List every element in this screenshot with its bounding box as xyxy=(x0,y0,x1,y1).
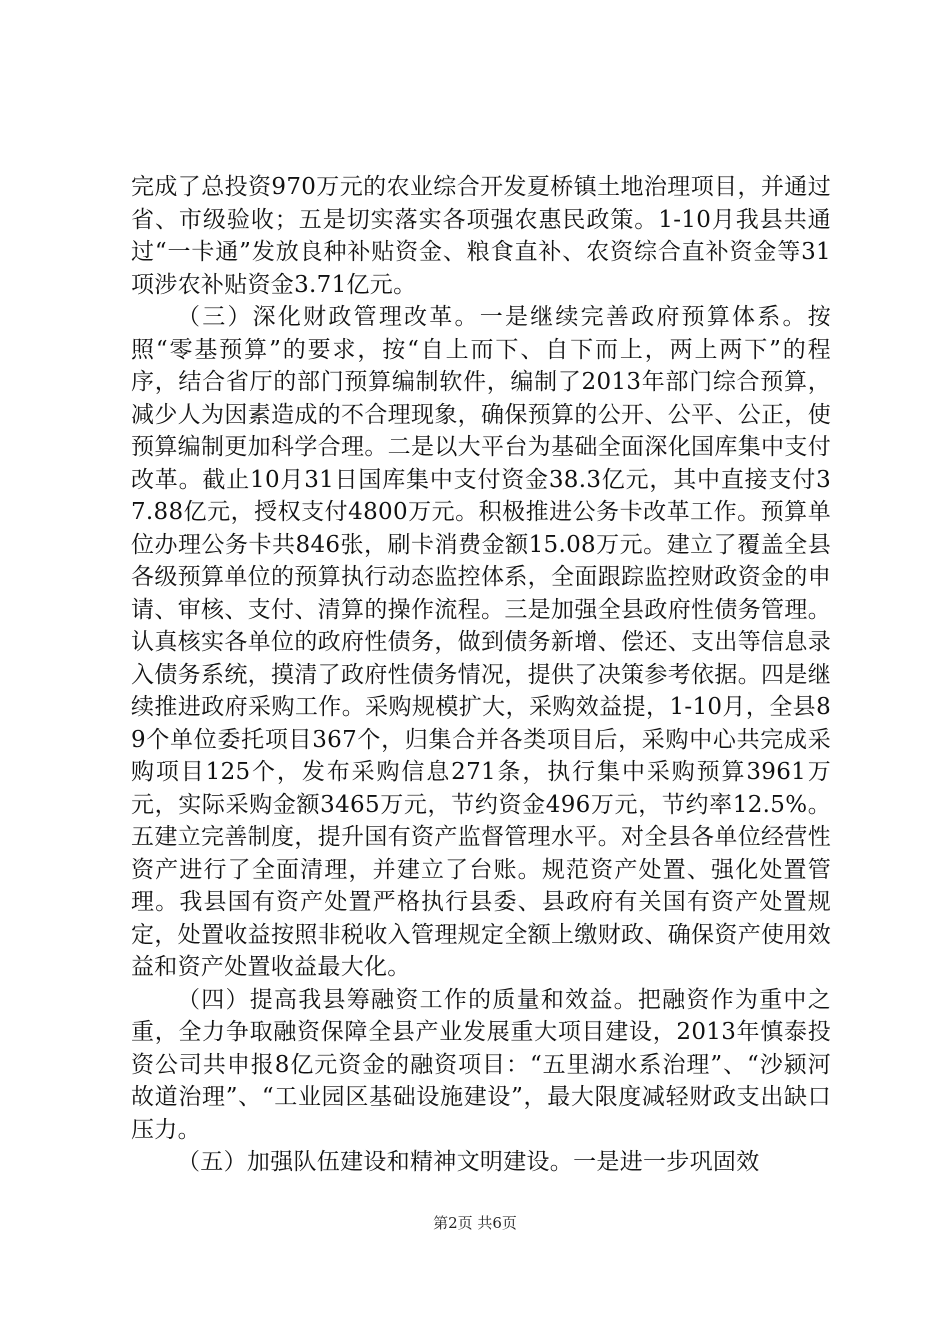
page-footer: 第2页 共6页 xyxy=(433,1214,517,1232)
paragraph-agriculture-subsidies: 完成了总投资970万元的农业综合开发夏桥镇土地治理项目，并通过省、市级验收；五是切实落实各项强农惠民政策。1-10月我县共通过“一卡通”发放良种补贴资金、粮食直补、农资综合直补资金等31项涉农补贴资金3.71亿元。 xyxy=(131,174,831,298)
document-body xyxy=(131,171,831,1179)
paragraph-financing: （四）提高我县筹融资工作的质量和效益。把融资作为重中之重，全力争取融资保障全县产业发展重大项目建设，2013年慎泰投资公司共申报8亿元资金的融资项目：“五里湖水系治理”、“沙颍河故道治理”、“工业园区基础设施建设”，最大限度减轻财政支出缺口压力。 xyxy=(131,986,831,1143)
paragraph-fiscal-reform: （三）深化财政管理改革。一是继续完善政府预算体系。按照“零基预算”的要求，按“自上而下、自下而上，两上两下”的程序，结合省厅的部门预算编制软件，编制了2013年部门综合预算，减少人为因素造成的不合理现象，确保预算的公开、公平、公正，使预算编制更加科学合理。二是以大平台为基础全面深化国库集中支付改革。截止10月31日国库集中支付资金38.3亿元，其中直接支付37.88亿元，授权支付4800万元。积极推进公务卡改革工作。预算单位办理公务卡共846张，刷卡消费金额15.08万元。建立了覆盖全县各级预算单位的预算执行动态监控体系，全面跟踪监控财政资金的申请、审核、支付、清算的操作流程。三是加强全县政府性债务管理。认真核实各单位的政府性债务，做到债务新增、偿还、支出等信息录入债务系统，摸清了政府性债务情况，提供了决策参考依据。四是继续推进政府采购工作。采购规模扩大，采购效益提，1-10月，全县89个单位委托项目367个，归集合并各类项目后，采购中心共完成采购项目125个，发布采购信息271条，执行集中采购预算3961万元，实际采购金额3465万元，节约资金496万元，节约率12.5%。五建立完善制度，提升国有资产监督管理水平。对全县各单位经营性资产进行了全面清理，并建立了台账。规范资产处置、强化处置管理。我县国有资产处置严格执行县委、县政府有关国有资产处置规定，处置收益按照非税收入管理规定全额上缴财政、确保资产使用效益和资产处置收益最大化。 xyxy=(131,304,831,980)
paragraph-team-building: （五）加强队伍建设和精神文明建设。一是进一步巩固效 xyxy=(177,1149,760,1175)
